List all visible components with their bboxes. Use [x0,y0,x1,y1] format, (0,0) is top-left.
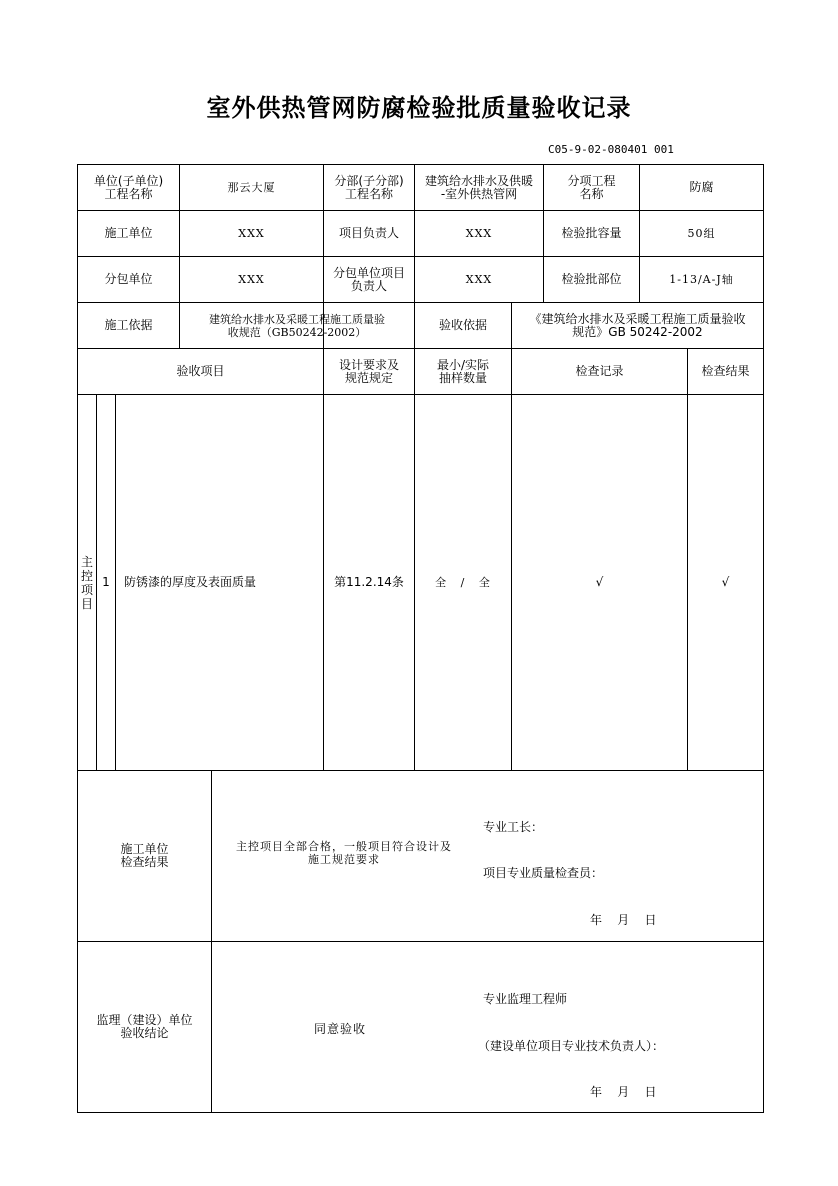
owner-representative-label: （建设单位项目专业技术负责人）： [478,1039,665,1053]
construction-basis-label: 施工依据 [104,318,153,332]
unit-name-value: 那云大厦 [227,181,276,194]
main-control-row-no: 1 [102,575,110,589]
acceptance-basis-value: 《建筑给水排水及采暖工程施工质量验收 规范》GB 50242-2002 [529,311,746,339]
column-header-record: 检查记录 [575,364,624,378]
batch-capacity-label: 检验批容量 [561,226,622,240]
supervision-text: 同意验收 [313,1022,366,1036]
main-control-row-record: √ [595,575,604,589]
project-manager-value: XXX [465,227,493,240]
construction-basis-value: 建筑给水排水及采暖工程施工质量验 收规范（GB50242-2002） [209,312,385,339]
subcontractor-value: XXX [238,273,265,286]
main-control-row-item: 防锈漆的厚度及表面质量 [124,575,257,589]
main-control-row-result: √ [721,575,730,589]
quality-inspector-label: 项目专业质量检查员： [483,866,604,880]
contractor-value: XXX [238,227,265,240]
page-title: 室外供热管网防腐检验批质量验收记录 [206,94,632,122]
main-control-row-sample: 全 / 全 [435,576,491,589]
foreman-label: 专业工长： [483,820,544,834]
column-header-sample: 最小/实际 抽样数量 [436,357,490,385]
supervision-date: 年 月 日 [590,1085,657,1099]
subcontractor-label: 分包单位 [104,272,153,286]
contractor-label: 施工单位 [104,226,153,240]
subcontractor-pm-label: 分包单位项目 负责人 [332,265,405,293]
form-code: C05-9-02-080401 001 [548,143,674,156]
acceptance-basis-label: 验收依据 [438,318,487,332]
main-control-label: 主控项目 [80,554,93,611]
construction-check-date: 年 月 日 [590,913,657,927]
project-manager-label: 项目负责人 [338,226,399,240]
construction-check-text: 主控项目全部合格，一般项目符合设计及 施工规范要求 [236,840,452,866]
supervision-engineer-label: 专业监理工程师 [483,992,568,1006]
division-name-value: 建筑给水排水及供暖 -室外供热管网 [424,173,533,201]
supervision-label: 监理（建设）单位 验收结论 [96,1013,193,1040]
subitem-name-value: 防腐 [689,180,714,194]
subcontractor-pm-value: XXX [465,273,493,286]
batch-position-label: 检验批部位 [561,272,622,286]
batch-capacity-value: 50组 [687,227,716,240]
column-header-design: 设计要求及 规范规定 [338,357,399,385]
main-control-row-design: 第11.2.14条 [334,575,404,589]
unit-name-label: 单位(子单位) 工程名称 [93,173,164,201]
construction-check-label: 施工单位 检查结果 [120,842,169,869]
column-header-item: 验收项目 [176,364,225,378]
subitem-name-label: 分项工程 名称 [567,173,616,201]
division-name-label: 分部(子分部) 工程名称 [334,173,404,201]
batch-position-value: 1-13/A-J轴 [669,273,734,286]
column-header-result: 检查结果 [701,364,750,378]
main-control-label-cell [78,395,96,770]
